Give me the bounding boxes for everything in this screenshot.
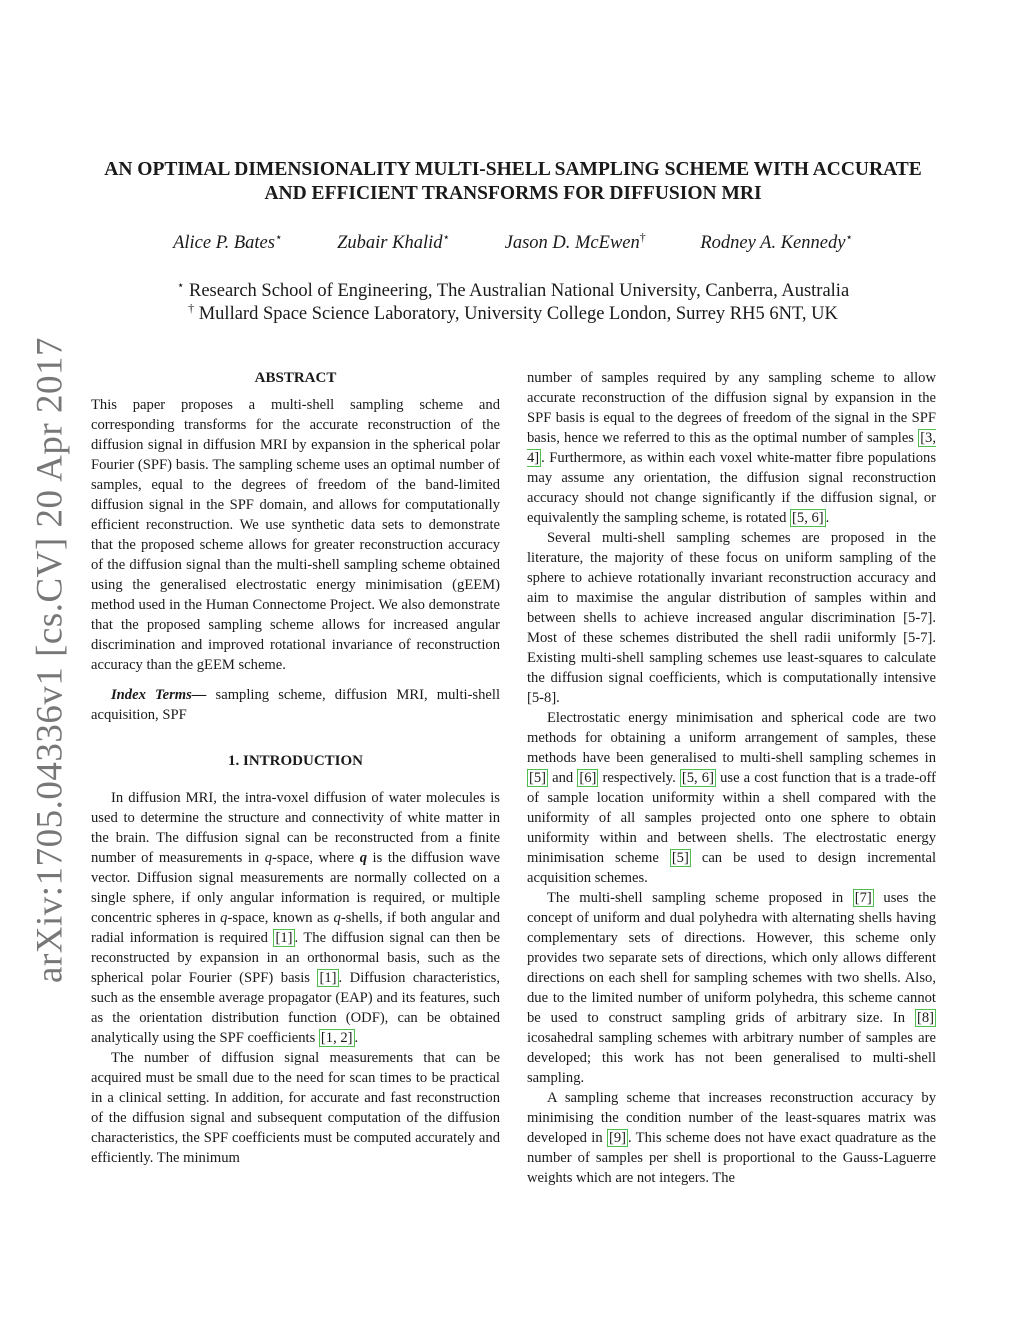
- author-list: [80, 230, 946, 254]
- affiliation: ⋆ Research School of Engineering, The Australian National University, Canberra, Australia: [176, 278, 850, 302]
- body-paragraph: The multi-shell sampling scheme proposed in [7] uses the concept of uniform and dual polyhedra with alternating shells having complementary sets of directions. However, this scheme only provides two separate sets of directions, which only allows different directions on each shell for sampling schemes with two shells. Also, due to the limited number of uniform polyhedra, this scheme cannot be used to construct sampling grids of arbitrary size. In [8] icosahedral sampling schemes with arbitrary number of samples are developed; this work has not been generalised to multi-shell sampling.: [527, 890, 936, 1086]
- citation-link[interactable]: [1, 2]: [320, 1030, 353, 1046]
- body-paragraph: Electrostatic energy minimisation and spherical code are two methods for obtaining a uniform arrangement of samples, these methods have been generalised to multi-shell sampling schemes in [5] and [6] respectively. [5, 6] use a cost function that is a trade-off of sample location uniformity within a shell compared with the uniformity of all samples projected onto one sphere to obtain uniformity within and between shells. The electrostatic energy minimisation scheme [5] can be used to design incremental acquisition schemes.: [527, 710, 936, 886]
- citation-link[interactable]: [3, 4]: [527, 430, 936, 466]
- abstract-heading: ABSTRACT: [254, 370, 337, 386]
- citation-link[interactable]: [1]: [319, 970, 337, 986]
- left-column: [91, 368, 500, 1168]
- citation-link[interactable]: [5, 6]: [792, 510, 824, 526]
- title-line-2: AND EFFICIENT TRANSFORMS FOR DIFFUSION MRI: [264, 183, 762, 204]
- index-terms: Index Terms— sampling scheme, diffusion MRI, multi-shell acquisition, SPF: [91, 687, 500, 723]
- citation-link[interactable]: [8]: [916, 1010, 934, 1026]
- citation-link[interactable]: [6]: [579, 770, 597, 786]
- citation-link[interactable]: [7]: [854, 890, 872, 906]
- title-line-1: AN OPTIMAL DIMENSIONALITY MULTI-SHELL SAMPLING SCHEME WITH ACCURATE: [104, 159, 922, 180]
- citation-link[interactable]: [9]: [608, 1130, 626, 1146]
- affiliation: † Mullard Space Science Laboratory, University College London, Surrey RH5 6NT, UK: [188, 301, 838, 325]
- citation-link[interactable]: [1]: [275, 930, 293, 946]
- intro-paragraph: The number of diffusion signal measurements that can be acquired must be small due to the need for scan times to be practical in a clinical setting. In addition, for accurate and fast reconstruction of the diffusion signal and subsequent computation of the diffusion characteristics, the SPF coefficients must be computed accurately and efficiently. The minimum: [91, 1050, 500, 1166]
- citation-link[interactable]: [5]: [529, 770, 547, 786]
- body-paragraph: Several multi-shell sampling schemes are proposed in the literature, the majority of these focus on uniform sampling of the sphere to achieve rotationally invariant reconstruction accuracy and aim to maximise the angular distribution of samples within and between shells to achieve increased angular discrimination [5-7]. Most of these schemes distributed the shell radii uniformly [5-7]. Existing multi-shell sampling schemes use least-squares to calculate the diffusion signal coefficients, which is computationally intensive [5-8].: [527, 530, 936, 706]
- citation-link[interactable]: [5, 6]: [681, 770, 714, 786]
- author: Rodney A. Kennedy⋆: [700, 230, 853, 254]
- introduction-heading: 1. INTRODUCTION: [227, 753, 363, 769]
- abstract-text: This paper proposes a multi-shell sampling scheme and corresponding transforms for the accurate reconstruction of the diffusion signal in diffusion MRI by expansion in the spherical polar Fourier (SPF) basis. The sampling scheme uses an optimal number of samples, equal to the degrees of freedom of the band-limited diffusion signal in the SPF domain, and allows for computationally efficient reconstruction. We use synthetic data sets to demonstrate that the proposed scheme allows for greater reconstruction accuracy of the diffusion signal than the multi-shell sampling scheme obtained using the generalised electrostatic energy minimisation (gEEM) method used in the Human Connectome Project. We also demonstrate that the proposed sampling scheme allows for increased angular discrimination and improved rotational invariance of reconstruction accuracy than the gEEM scheme.: [91, 397, 500, 673]
- arxiv-identifier: arXiv:1705.04336v1 [cs.CV] 20 Apr 2017: [29, 337, 71, 983]
- intro-paragraph: In diffusion MRI, the intra-voxel diffusion of water molecules is used to determine the structure and connectivity of white matter in the brain. The diffusion signal can be reconstructed from a finite number of measurements in q-space, where q is the diffusion wave vector. Diffusion signal measurements are normally collected on a single sphere, if only angular information is required, or multiple concentric spheres in q-space, known as q-shells, if both angular and radial information is required [1] . The diffusion signal can then be reconstructed by expansion in an orthonormal basis, such as the spherical polar Fourier (SPF) basis [1] . Diffusion characteristics, such as the ensemble average propagator (EAP) and its features, such as the orientation distribution function (ODF), can be obtained analytically using the SPF coefficients [1, 2] .: [91, 790, 500, 1046]
- index-terms-label: Index Terms—: [111, 687, 207, 703]
- right-column: [527, 368, 936, 1188]
- paper-title: [80, 158, 946, 206]
- body-paragraph: A sampling scheme that increases reconstruction accuracy by minimising the condition number of the least-squares matrix was developed in [9] . This scheme does not have exact quadrature as the number of samples per shell is proportional to the Gauss-Laguerre weights which are not integers. The: [527, 1090, 936, 1186]
- body-paragraph: number of samples required by any sampling scheme to allow accurate reconstruction of the diffusion signal by expansion in the SPF basis is equal to the degrees of freedom of the signal in the SPF basis, hence we referred to this as the optimal number of samples [3, 4] . Furthermore, as within each voxel white-matter fibre populations may assume any orientation, the diffusion signal reconstruction accuracy should not change significantly if the diffusion signal, or equivalently the sampling scheme, is rotated [5, 6] .: [527, 370, 936, 526]
- author: Zubair Khalid⋆: [337, 230, 450, 254]
- citation-link[interactable]: [5]: [671, 850, 689, 866]
- author: Alice P. Bates⋆: [173, 230, 283, 254]
- author: Jason D. McEwen†: [504, 230, 646, 254]
